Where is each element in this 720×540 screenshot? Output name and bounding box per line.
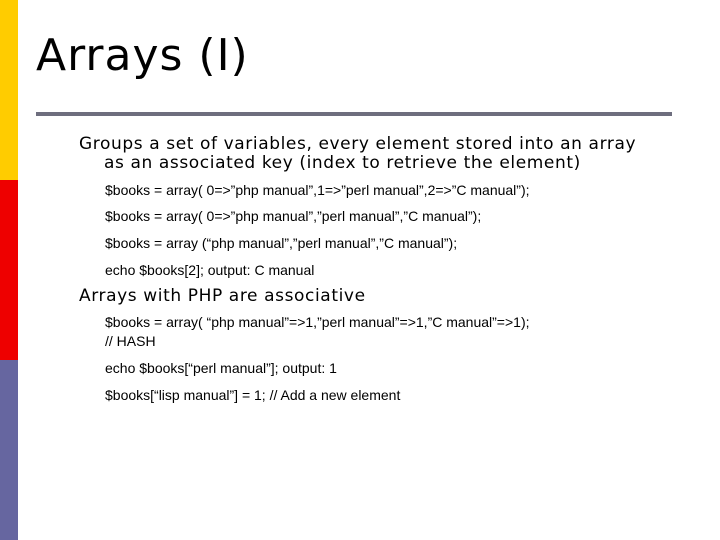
accent-bar-yellow bbox=[0, 0, 18, 180]
code-example-echo-hash: echo $books[“perl manual”]; output: 1 bbox=[105, 360, 337, 376]
bullet-arrays-definition-continued: as an associated key (index to retrieve the element) bbox=[104, 153, 581, 173]
code-example-indexed: $books = array( 0=>”php manual”,1=>”perl manual”,2=>”C manual”); bbox=[105, 182, 530, 198]
accent-bar-blue bbox=[0, 360, 18, 540]
bullet-arrays-definition: Groups a set of variables, every element stored into an array bbox=[79, 134, 637, 154]
code-example-hash: $books = array( “php manual”=>1,”perl manual”=>1,”C manual”=>1); bbox=[105, 314, 530, 330]
slide-title: Arrays (I) bbox=[36, 30, 249, 81]
title-divider bbox=[36, 112, 672, 116]
code-example-echo: echo $books[2]; output: C manual bbox=[105, 262, 315, 278]
code-example-add-element: $books[“lisp manual”] = 1; // Add a new element bbox=[105, 387, 401, 403]
code-example-mixed: $books = array( 0=>”php manual”,”perl manual”,”C manual”); bbox=[105, 208, 482, 224]
bullet-associative: Arrays with PHP are associative bbox=[79, 286, 366, 306]
code-example-implicit: $books = array (“php manual”,”perl manual”,”C manual”); bbox=[105, 235, 458, 251]
code-comment-hash: // HASH bbox=[105, 333, 156, 349]
accent-bar-red bbox=[0, 180, 18, 360]
